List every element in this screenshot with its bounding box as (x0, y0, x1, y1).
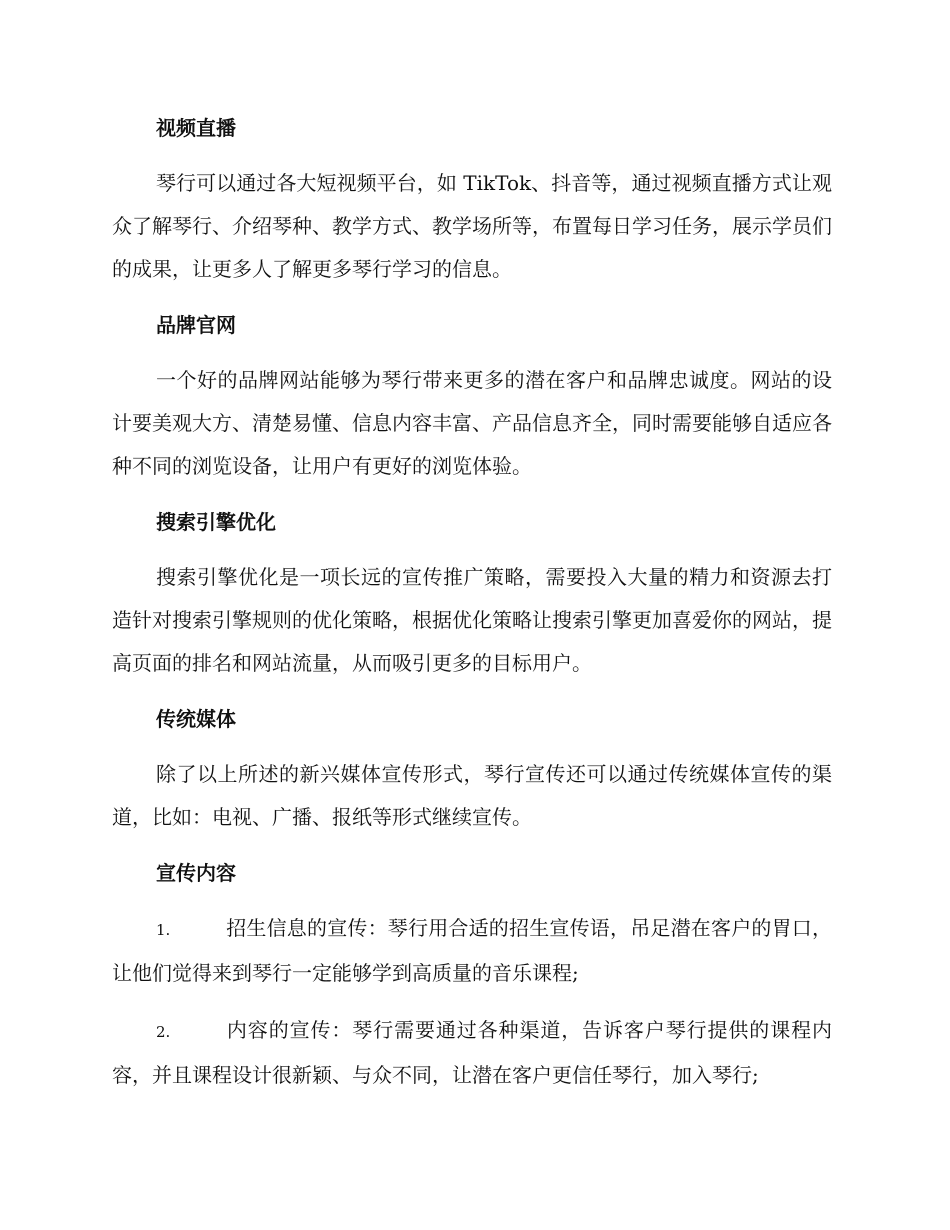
list-item (112, 907, 832, 995)
list-item-text: 内容的宣传：琴行需要通过各种渠道，告诉客户琴行提供的课程内容，并且课程设计很新颖、与众不同，让潜在客户更信任琴行，加入琴行; (112, 1018, 832, 1087)
section-heading-live-video: 视频直播 (156, 116, 236, 140)
list-item-text: 招生信息的宣传：琴行用合适的招生宣传语，吊足潜在客户的胃口，让他们觉得来到琴行一定能够学到高质量的音乐课程; (112, 916, 832, 985)
section-heading-traditional-media: 传统媒体 (156, 707, 236, 731)
section-heading-promotion-content: 宣传内容 (156, 861, 236, 885)
section-paragraph-live-video: 琴行可以通过各大短视频平台，如 TikTok、抖音等，通过视频直播方式让观众了解琴行、介绍琴种、教学方式、教学场所等，布置每日学习任务，展示学员们的成果，让更多人了解更多琴行学习的信息。 (112, 171, 832, 281)
list-item-number: 1. (156, 921, 171, 939)
section-paragraph-seo: 搜索引擎优化是一项长远的宣传推广策略，需要投入大量的精力和资源去打造针对搜索引擎规则的优化策略，根据优化策略让搜索引擎更加喜爱你的网站，提高页面的排名和网站流量，从而吸引更多的目标用户。 (112, 565, 832, 675)
list-item-number: 2. (156, 1023, 171, 1041)
section-paragraph-brand-website: 一个好的品牌网站能够为琴行带来更多的潜在客户和品牌忠诚度。网站的设计要美观大方、清楚易懂、信息内容丰富、产品信息齐全，同时需要能够自适应各种不同的浏览设备，让用户有更好的浏览体验。 (112, 368, 832, 478)
section-paragraph-traditional-media: 除了以上所述的新兴媒体宣传形式，琴行宣传还可以通过传统媒体宣传的渠道，比如：电视、广播、报纸等形式继续宣传。 (112, 762, 832, 829)
section-heading-seo: 搜索引擎优化 (156, 510, 276, 534)
list-item (112, 1009, 832, 1097)
section-heading-brand-website: 品牌官网 (156, 313, 236, 337)
document-body (112, 108, 832, 1111)
